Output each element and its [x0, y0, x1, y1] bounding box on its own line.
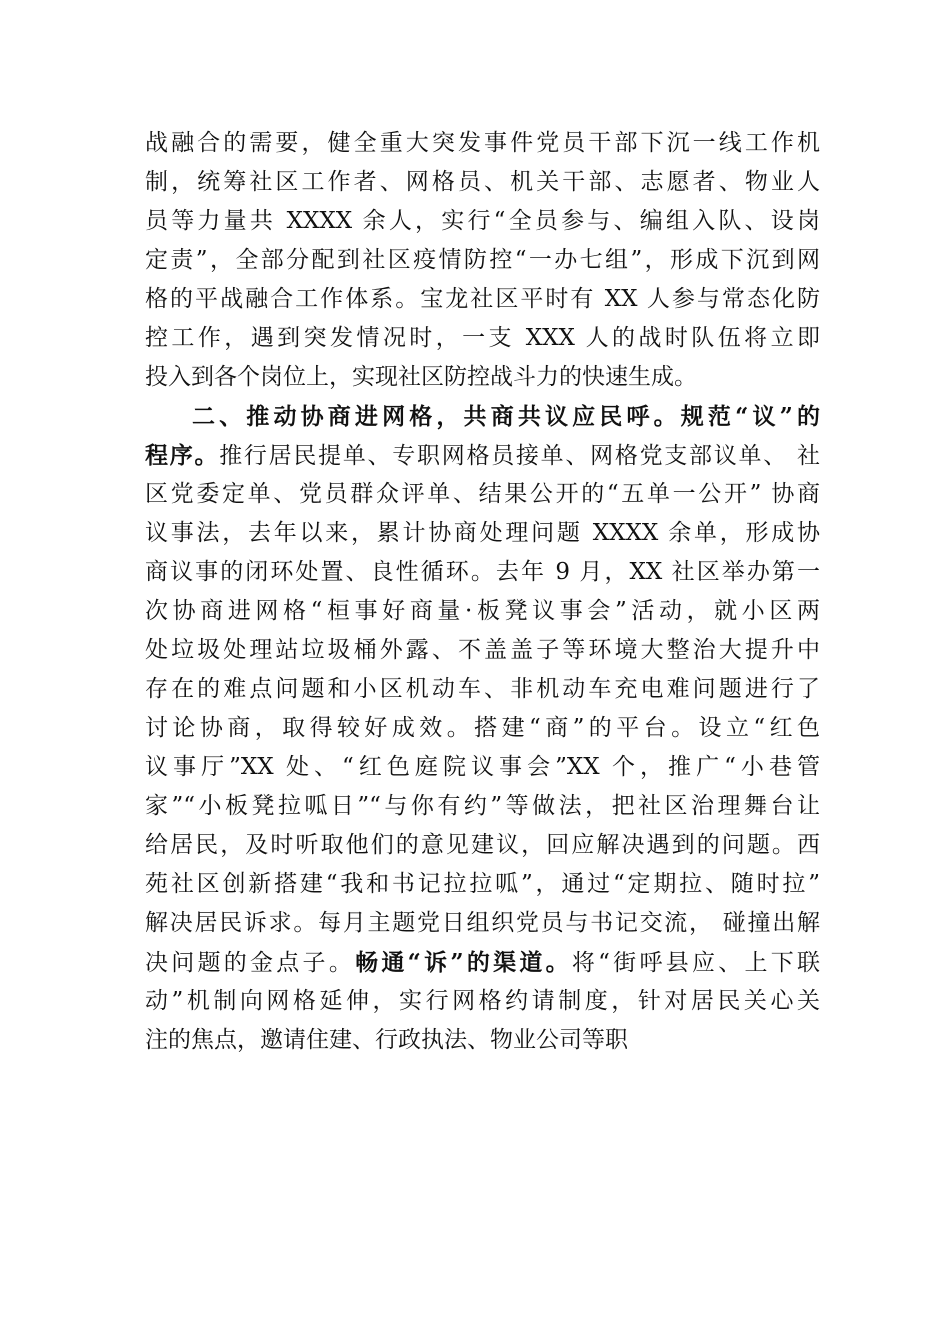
- subheading-procedure: 程序。: [145, 442, 220, 469]
- text-line: 家”“小板凳拉呱日”“与你有约”等做法，把社区治理舞台让: [145, 793, 820, 819]
- text-line: 存在的难点问题和小区机动车、非机动车充电难问题进行了: [145, 676, 820, 702]
- text-fragment: 将“街呼县应、上下联: [571, 950, 820, 976]
- text-line: 员等力量共 XXXX 余人，实行“全员参与、编组入队、设岗: [145, 208, 820, 234]
- text-line: 战融合的需要，健全重大突发事件党员干部下沉一线工作机: [145, 130, 820, 156]
- text-line: [145, 943, 820, 982]
- text-line: 动”机制向网格延伸，实行网格约请制度，针对居民关心关: [145, 988, 820, 1014]
- text-line: 次协商进网格“桓事好商量·板凳议事会”活动，就小区两: [145, 598, 820, 624]
- text-fragment: 推行居民提单、专职网格员接单、网格党支部议单、 社: [219, 443, 820, 469]
- text-line: 区党委定单、党员群众评单、结果公开的“五单一公开” 协商: [145, 481, 820, 507]
- text-line: 苑社区创新搭建“我和书记拉拉呱”，通过“定期拉、随时拉”: [145, 871, 820, 897]
- text-line: 处垃圾处理站垃圾桶外露、不盖盖子等环境大整治大提升中: [145, 637, 820, 663]
- text-line: 投入到各个岗位上，实现社区防控战斗力的快速生成。: [145, 364, 697, 390]
- body-text: [145, 124, 820, 1060]
- text-line: 议事厅”XX 处、“红色庭院议事会”XX 个，推广“小巷管: [145, 754, 820, 780]
- text-line: 解决居民诉求。每月主题党日组织党员与书记交流， 碰撞出解: [145, 910, 820, 936]
- text-line: 给居民，及时听取他们的意见建议，回应解决遇到的问题。西: [145, 832, 820, 858]
- text-line: 控工作，遇到突发情况时，一支 XXX 人的战时队伍将立即: [145, 325, 820, 351]
- subheading-channel: 畅通“诉”的渠道。: [355, 949, 572, 976]
- text-line: 制，统筹社区工作者、网格员、机关干部、志愿者、物业人: [145, 169, 820, 195]
- text-line: 讨论协商，取得较好成效。搭建“商”的平台。设立“红色: [145, 715, 820, 741]
- text-line: [145, 436, 820, 475]
- text-fragment: 决问题的金点子。: [145, 950, 356, 976]
- text-line: 注的焦点，邀请住建、行政执法、物业公司等职: [145, 1027, 628, 1053]
- text-line: 商议事的闭环处置、良性循环。去年 9 月，XX 社区举办第一: [145, 559, 820, 585]
- section-heading: 二、推动协商进网格，共商共议应民呼。规范“议”的: [192, 403, 820, 430]
- text-line: 议事法，去年以来，累计协商处理问题 XXXX 余单，形成协: [145, 520, 820, 546]
- text-line: 格的平战融合工作体系。宝龙社区平时有 XX 人参与常态化防: [145, 286, 820, 312]
- text-line: 定责”，全部分配到社区疫情防控“一办七组”，形成下沉到网: [145, 247, 820, 273]
